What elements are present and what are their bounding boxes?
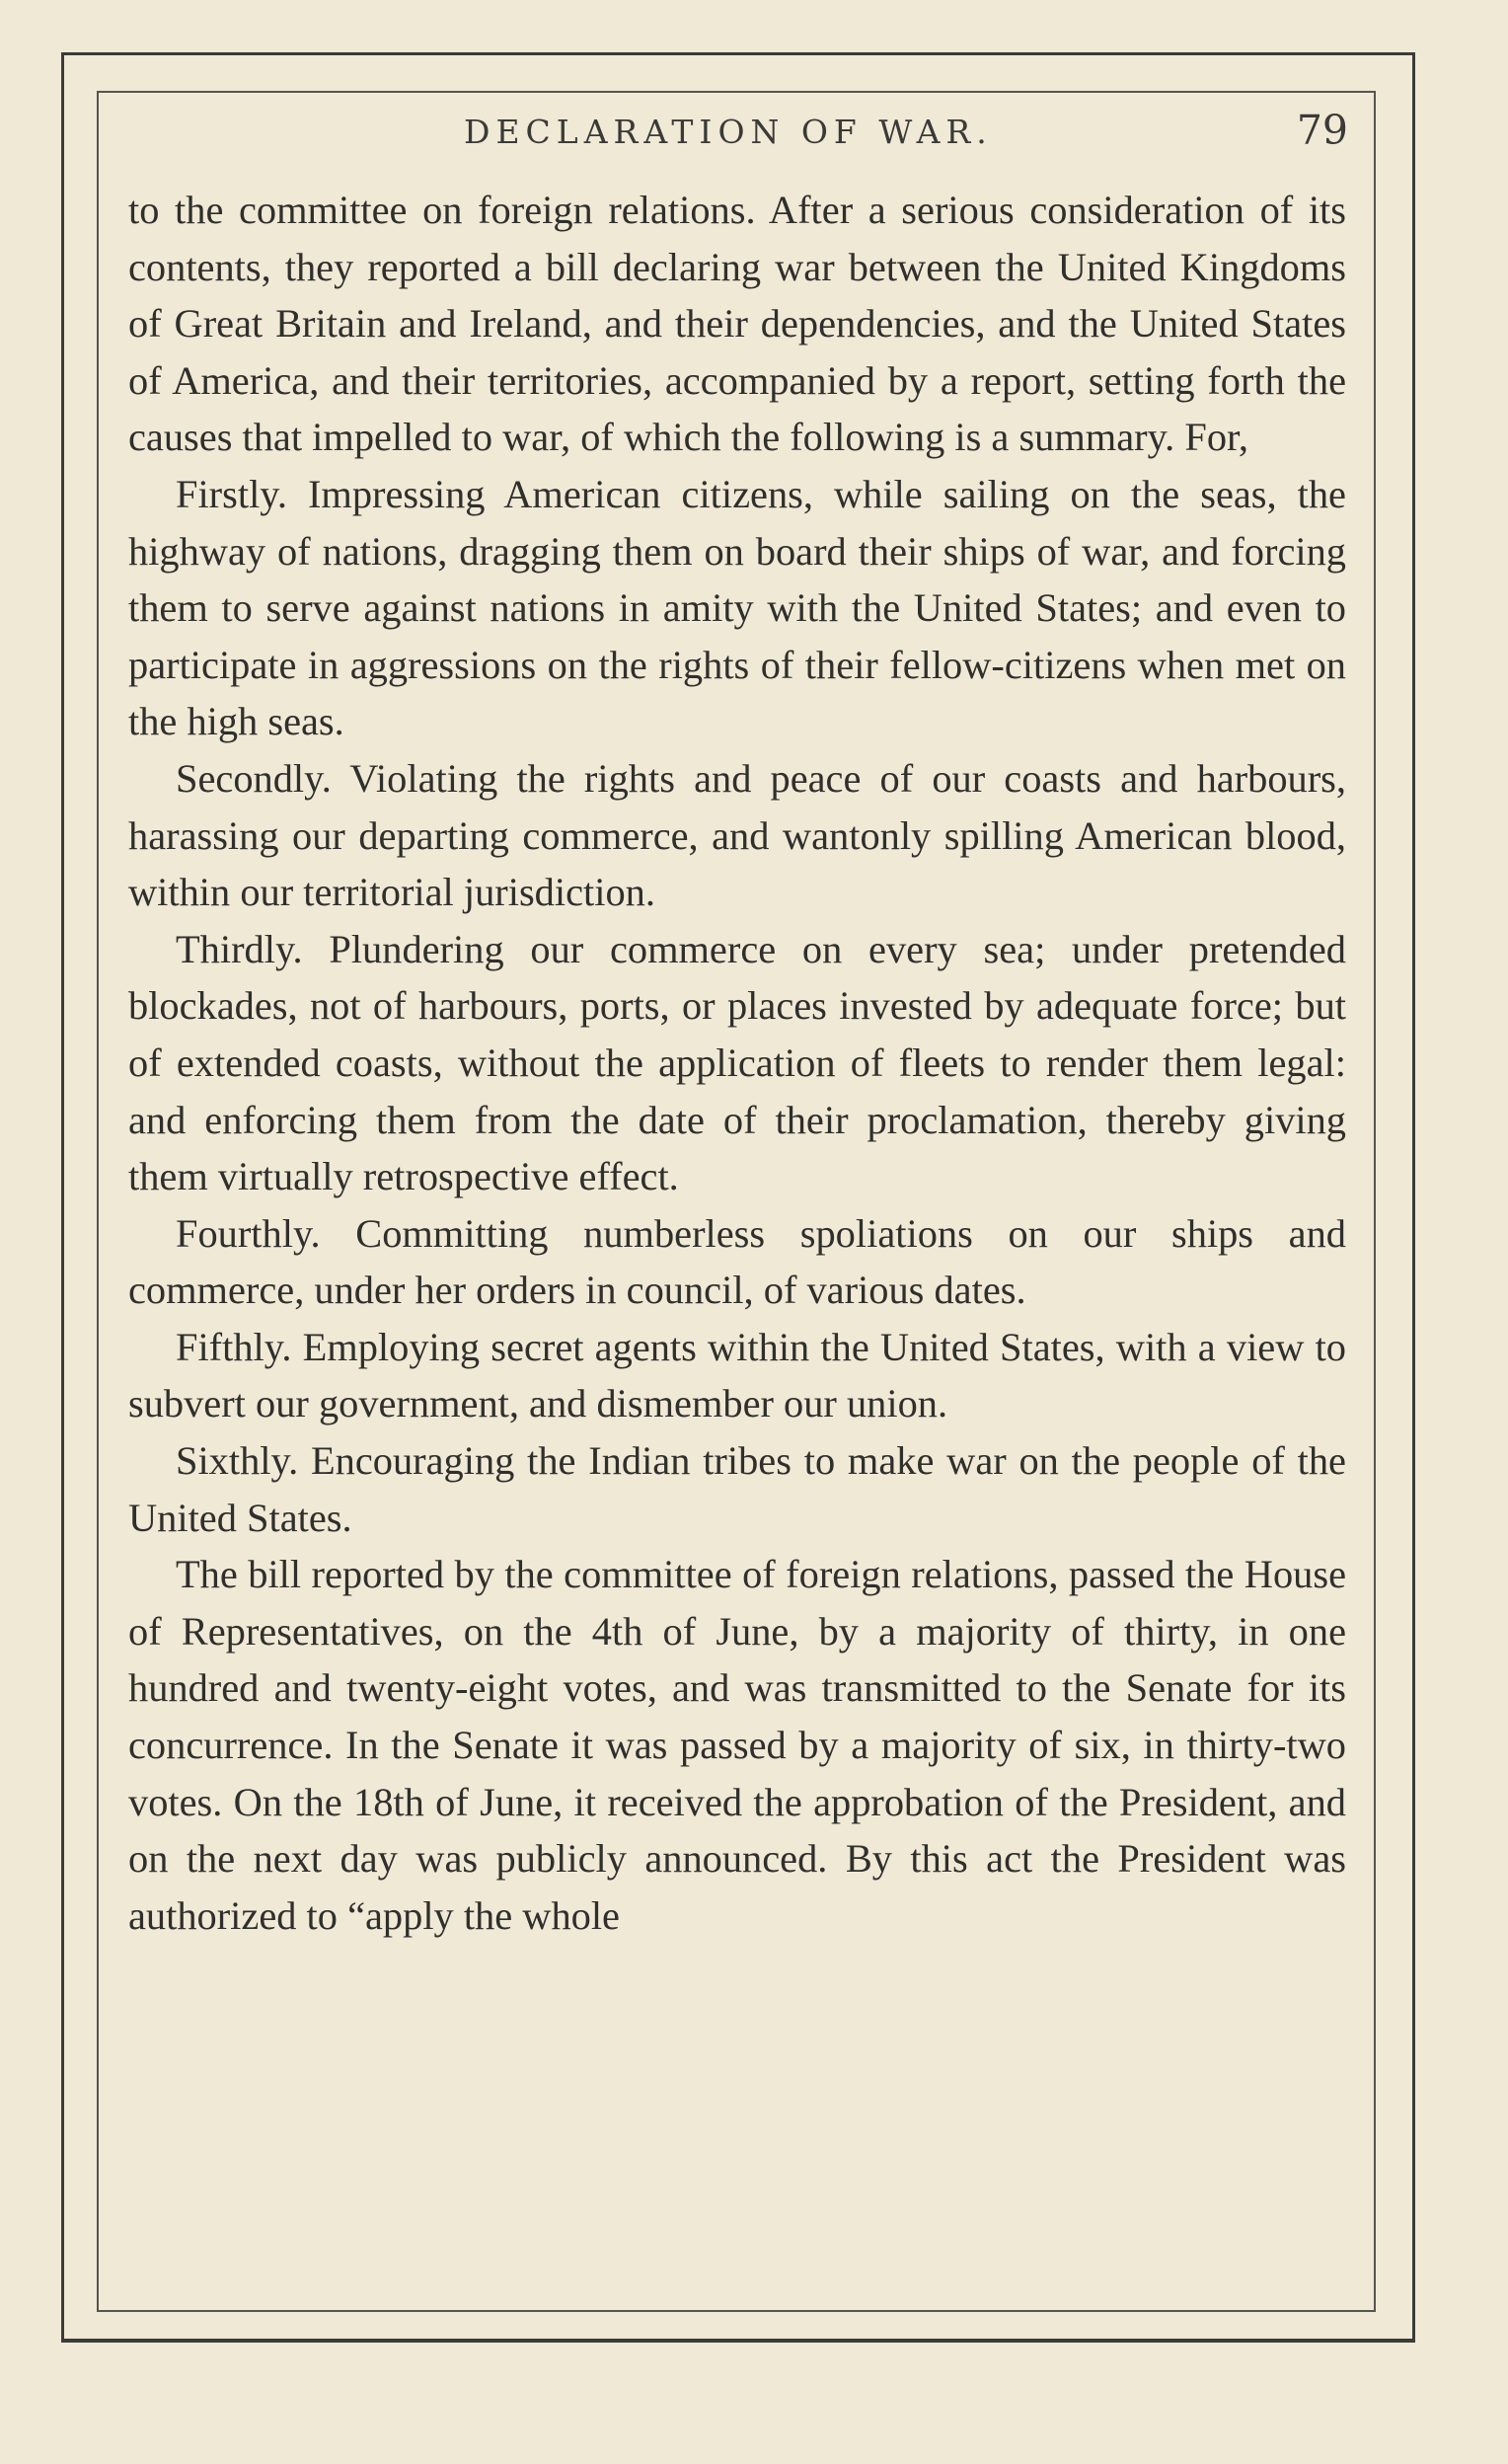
body-text	[128, 182, 1346, 1944]
running-head-title: DECLARATION OF WAR.	[464, 113, 993, 151]
paragraph-firstly: Firstly. Impressing American citizens, while sailing on the seas, the highway of nations, dragging them on board their ships of war, and forcing them to serve against nations in amity with the United States; and even to participate in aggressions on the rights of their fellow-citizens when met on the high seas.	[128, 471, 1346, 744]
paragraph-fifthly: Fifthly. Employing secret agents within the United States, with a view to subvert our government, and dismember our union.	[128, 1324, 1346, 1426]
paragraph-intro: to the committee on foreign relations. After a serious consideration of its contents, they reported a bill declaring war between the United Kingdoms of Great Britain and Ireland, and their dependencies, and the United States of America, and their territories, accompanied by a report, setting forth the causes that impelled to war, of which the following is a summary. For,	[128, 188, 1346, 460]
paragraph-thirdly: Thirdly. Plundering our commerce on every sea; under pretended blockades, not of harbours, ports, or places invested by adequate force; but of extended coasts, without the application of fleets to render them legal: and enforcing them from the date of their proclamation, thereby giving them virtually retrospective effect.	[128, 926, 1346, 1199]
paragraph-sixthly: Sixthly. Encouraging the Indian tribes to make war on the people of the United States.	[128, 1438, 1346, 1540]
paragraph-fourthly: Fourthly. Committing numberless spoliations on our ships and commerce, under her orders in council, of various dates.	[128, 1210, 1346, 1313]
paragraph-bill-passage: The bill reported by the committee of foreign relations, passed the House of Representatives, on the 4th of June, by a majority of thirty, in one hundred and twenty-eight votes, and was transmitted to the Senate for its concurrence. In the Senate it was passed by a majority of six, in thirty-two votes. On the 18th of June, it received the approbation of the President, and on the next day was publicly announced. By this act the President was authorized to “apply the whole	[128, 1552, 1346, 1938]
paragraph-secondly: Secondly. Violating the rights and peace of our coasts and harbours, harassing our departing commerce, and wantonly spilling American blood, within our territorial jurisdiction.	[128, 755, 1346, 915]
page-number: 79	[1296, 107, 1348, 154]
running-head	[128, 107, 1348, 172]
